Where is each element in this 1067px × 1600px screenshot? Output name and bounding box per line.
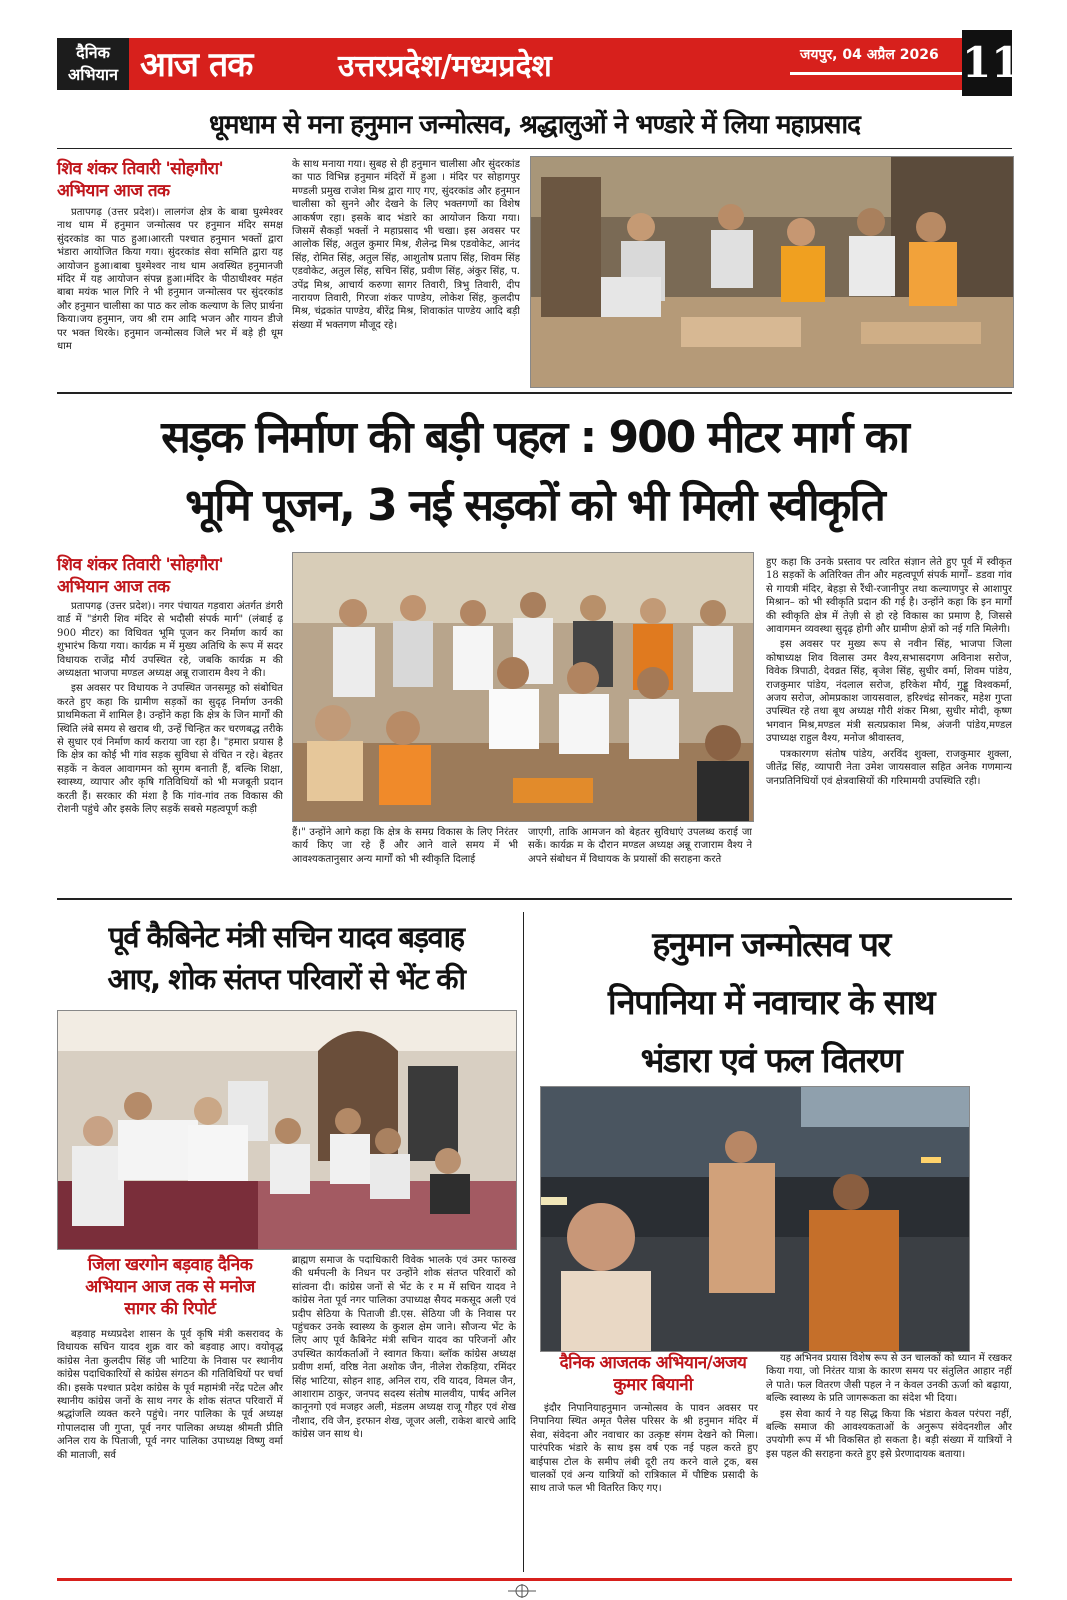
- byline-line: दैनिक आजतक अभियान/अजय: [559, 1353, 747, 1373]
- story3-column2: [292, 1254, 516, 1570]
- paragraph: हुए कहा कि उनके प्रस्ताव पर त्वरित संज्ञान लेते हुए पूर्व में स्वीकृत 18 सड़कों के अतिरिक्त तीन और महत्वपूर्ण संपर्क मार्गों– डडवा गांव से गायत्री मंदिर, बेहड़ा से रैंधी-रजानीपुर तथा कल्याणपुर से आशापुर मिश्रान– को भी स्वीकृति प्रदान की गई है। उन्होंने कहा कि इन मार्गों की स्वीकृति क्षेत्र में तेज़ी से हो रहे विकास का प्रमाण है, जिससे आवागमन व्यवस्था सुदृढ़ होगी और ग्रामीण क्षेत्रों को नई गति मिलेगी।: [766, 557, 1012, 636]
- paragraph: जाएगी, ताकि आमजन को बेहतर सुविधाएं उपलब्ध कराई जा सकें। कार्यक्र म के दौरान मण्डल अध्यक्ष अन्नू राजाराम वैश्य ने अपने संबोधन में विधायक के प्रयासों की सराहना करते: [528, 827, 752, 865]
- byline-org: अभियान आज तक: [57, 577, 170, 597]
- paragraph: ब्राह्मण समाज के पदाधिकारी विवेक भालके एवं उमर फारुख की धर्मपत्नी के निधन पर उन्होंने शोक संतप्त परिवारों को सांत्वना दी। कांग्रेस जनों से भेंट के र म में सचिन यादव ने कांग्रेस नेता पूर्व नगर पालिका उपाध्यक्ष सैयद मकसूद अली एवं प्रदीप सेठिया के पिताजी डी.एस. सेठिया जी के निवास पर पहुंचकर उनके स्वास्थ्य के कुशल क्षेम जाने। सौजन्य भेंट के लिए आए पूर्व कैबिनेट मंत्री सचिन यादव का परिजनों और उपस्थित कार्यकर्ताओं ने स्वागत किया। ब्लॉक कांग्रेस अध्यक्ष प्रवीण शर्मा, वरिष्ठ नेता अशोक जैन, नीलेश रोकड़िया, रमिंदर सिंह भाटिया, सोहन शाह, अनिल राय, रवि यादव, विमल जैन, आशाराम ठाकुर, जनपद सदस्य संतोष मालवीय, पार्षद अनिल कानूनगो एवं मजहर अली, मंडलम अध्यक्ष राजू गौहर एवं शेख नौशाद, रवि जैन, इरफान शेख, जूजर अली, राकेश बारचे आदि कांग्रेस जन साथ थे।: [292, 1255, 516, 1441]
- headline-line2: निपानिया में नवाचार के साथ: [607, 983, 935, 1023]
- photo-condolence-meeting: [58, 1011, 516, 1249]
- byline-line: सागर की रिपोर्ट: [124, 1299, 216, 1319]
- story3-column1: [57, 1328, 283, 1570]
- story4-column1: [530, 1402, 758, 1570]
- headline-line1: सड़क निर्माण की बड़ी पहल : 900 मीटर मार्ग का: [161, 412, 908, 463]
- story3-headline: [57, 916, 515, 1000]
- section-divider: [57, 392, 1012, 394]
- divider: [57, 148, 1012, 149]
- paragraph: प्रतापगढ़ (उत्तर प्रदेश)। लालगंज क्षेत्र के बाबा घुश्मेश्वर नाथ धाम में हनुमान जन्मोत्सव पर हनुमान मंदिर समक्ष सुंदरकांड का पाठ हुआ।आरती पश्चात हनुमान भक्तों द्वारा भंडारा आयोजित किया गया। सुंदरकांड सेवा समिति द्वारा यह आयोजन हुआ।बाबा घुश्मेश्वर नाथ धाम अवस्थित हनुमानजी मंदिर में यह आयोजन संपन्न हुआ।मंदिर के पीठाधीश्वर महंत बाबा मयंक भाल गिरि ने भी हनुमान जन्मोत्सव पर सुंदरकांड और हनुमान चालीसा का पाठ कर लोक कल्याण के लिए प्रार्थना किया।जय हनुमान, जय श्री राम आदि भजन और गायन डीजे पर भक्त थिरके। हनुमान जन्मोत्सव जिले भर में बड़े ही धूम धाम: [57, 207, 283, 353]
- story1-photo: [530, 156, 1014, 388]
- story1-column1: [57, 206, 283, 384]
- story1-headline: धूमधाम से मना हनुमान जन्मोत्सव, श्रद्धालुओं ने भण्डारे में लिया महाप्रसाद: [209, 110, 860, 140]
- byline-line: जिला खरगोन बड़वाह दैनिक: [87, 1255, 253, 1275]
- story2-column1: [57, 600, 283, 888]
- story2-byline: [57, 554, 287, 598]
- story2-photo: [292, 552, 754, 822]
- paragraph: यह अभिनव प्रयास विशेष रूप से उन चालकों को ध्यान में रखकर किया गया, जो निरंतर यात्रा के कारण समय पर संतुलित आहार नहीं ले पाते। फल वितरण जैसी पहल ने न केवल उनकी ऊर्जा को बढ़ाया, बल्कि स्वास्थ्य के प्रति जागरूकता का संदेश भी दिया।: [766, 1353, 1012, 1405]
- photo-devotees-singing: [531, 157, 1013, 387]
- brand-name: आज तक: [140, 45, 253, 85]
- bottom-rule: [57, 1578, 1012, 1581]
- story2-column2: [292, 826, 518, 888]
- registration-mark-icon: [508, 1584, 536, 1598]
- headline-line1: हनुमान जन्मोत्सव पर: [652, 925, 890, 965]
- story4-byline: [540, 1352, 766, 1396]
- logo-line2: अभियान: [68, 65, 118, 84]
- headline-line2: भूमि पूजन, 3 नई सड़कों को भी मिली स्वीकृति: [185, 480, 884, 531]
- column-divider: [523, 912, 524, 1572]
- paragraph: इस अवसर पर विधायक ने उपस्थित जनसमूह को संबोधित करते हुए कहा कि ग्रामीण सड़कों का सुदृढ़ निर्माण उनकी प्राथमिकता में शामिल है। उन्होंने कहा कि क्षेत्र के जिन मार्गों की स्थिति लंबे समय से खराब थी, उन्हें चिन्हित कर चरणबद्ध तरीके से सुधार एवं निर्माण कार्य कराया जा रहा है। "हमारा प्रयास है कि क्षेत्र का कोई भी गांव सड़क सुविधा से वंचित न रहे। बेहतर सड़कें न केवल आवागमन को सुगम बनाती हैं, बल्कि शिक्षा, स्वास्थ्य, व्यापार और कृषि गतिविधियों को भी मजबूती प्रदान करती हैं। सरकार की मंशा है कि गांव-गांव तक विकास की रोशनी पहुंचे और इसके लिए सड़कें सबसे महत्वपूर्ण कड़ी: [57, 683, 283, 816]
- section-divider: [57, 898, 1012, 900]
- byline-line: अभियान आज तक से मनोज: [85, 1277, 255, 1297]
- paragraph: इस सेवा कार्य ने यह सिद्ध किया कि भंडारा केवल परंपरा नहीं, बल्कि समाज की आवश्यकताओं के अनुरूप संवेदनशील और उपयोगी रूप में भी विकसित हो सकता है। बड़ी संख्या में यात्रियों ने इस पहल की सराहना करते हुए इसे प्रेरणादायक बताया।: [766, 1408, 1012, 1460]
- story4-headline: [530, 916, 1012, 1090]
- story4-column2: [766, 1352, 1012, 1570]
- headline-line1: पूर्व कैबिनेट मंत्री सचिन यादव बड़वाह: [108, 920, 464, 954]
- paragraph: के साथ मनाया गया। सुबह से ही हनुमान चालीसा और सुंदरकांड का पाठ विभिन्न हनुमान मंदिरों में हुआ । मंदिर पर सोहागपुर मण्डली प्रमुख राजेश मिश्र द्वारा गाए गए, सुंदरकांड और हनुमान चालीसा को सुनने और देखने के लिए भक्तगणों का विशेष आकर्षण रहा। इसके बाद भंडारे का आयोजन किया गया। जिसमें सैकड़ों भक्तों ने महाप्रसाद भी चखा। इस अवसर पर आलोक सिंह, अतुल कुमार मिश्र, शैलेन्द्र मिश्र एडवोकेट, आनंद सिंह, रोमित सिंह, अतुल सिंह, आशुतोष प्रताप सिंह, शिवम सिंह एडवोकेट, अतुल सिंह, सचिन सिंह, प्रवीण सिंह, अंकुर सिंह, प. उपेंद्र मिश्र, आचार्य करुणा सागर तिवारी, त्रिभु तिवारी, दीप नारायण तिवारी, गिरजा शंकर पाण्डेय, लोकेश सिंह, कुलदीप मिश्र, चंद्रकांत पाण्डेय, बीरेंद्र मिश्र, शिवाकांत पाण्डेय आदि बड़ी संख्या में भक्तगण मौजूद रहे।: [292, 159, 520, 331]
- issue-date: जयपुर, 04 अप्रैल 2026: [800, 47, 939, 63]
- headline-line3: भंडारा एवं फल वितरण: [640, 1041, 902, 1081]
- byline-org: अभियान आज तक: [57, 181, 170, 201]
- story1-column2: [292, 158, 520, 386]
- story2-column3: [528, 826, 752, 888]
- byline-name: शिव शंकर तिवारी 'सोहगौरा': [57, 555, 224, 575]
- story4-photo: [540, 1086, 970, 1352]
- photo-bhoomi-pujan: [293, 553, 753, 821]
- story1-byline: [57, 158, 287, 202]
- paragraph: इस अवसर पर मुख्य रूप से नवीन सिंह, भाजपा जिला कोषाध्यक्ष शिव विलास उमर वैश्य,सभासदगण अविनाश सरोज, विवेक त्रिपाठी, देवव्रत सिंह, बृजेश सिंह, सुधीर वर्मा, शिवम पांडेय, राजकुमार पांडेय, नंदलाल सरोज, हरिकेश मौर्य, गुड्डू विश्वकर्मा, अजय सरोज, ओमप्रकाश जायसवाल, हरिश्चंद्र सोनकर, महेश गुप्ता उपस्थित रहे तथा बूथ अध्यक्ष गौरी शंकर मिश्रा, सुधीर मोदी, कृष्ण भगवान मिश्र,मण्डल मंत्री सत्यप्रकाश मिश्र, अंजनी पांडेय,मण्डल उपाध्यक्ष राहुल वैश्य, मनोज श्रीवास्तव,: [766, 639, 1012, 745]
- headline-line2: आए, शोक संतप्त परिवारों से भेंट की: [107, 962, 465, 996]
- paragraph: हैं।" उन्होंने आगे कहा कि क्षेत्र के समग्र विकास के लिए निरंतर कार्य किए जा रहे हैं और आने वाले समय में भी आवश्यकतानुसार अन्य मार्गों को भी स्वीकृति दिलाई: [292, 827, 518, 865]
- date-underline: [790, 72, 962, 75]
- photo-fruit-distribution: [541, 1087, 969, 1351]
- story3-byline: [57, 1254, 283, 1320]
- paragraph: प्रतापगढ़ (उत्तर प्रदेश)। नगर पंचायत गड़वारा अंतर्गत डंगरी वार्ड में "डंगरी शिव मंदिर से भदौसी संपर्क मार्ग" (लंबाई ढ़ 900 मीटर) का विधिवत भूमि पूजन कर निर्माण कार्य का शुभारंभ किया गया। कार्यक्र म में मुख्य अतिथि के रूप में सदर विधायक राजेंद्र मौर्य उपस्थित रहे, जबकि कार्यक्र म की अध्यक्षता भाजपा मण्डल अध्यक्ष अन्नू राजाराम वैश्य ने की।: [57, 601, 283, 680]
- publication-logo: [57, 38, 129, 90]
- paragraph: पत्रकारगण संतोष पांडेय, अरविंद शुक्ला, राजकुमार शुक्ला, जीतेंद्र सिंह, व्यापारी नेता उमेश जायसवाल सहित अनेक गणमान्य जनप्रतिनिधियों एवं क्षेत्रवासियों की गरिमामयी उपस्थिति रही।: [766, 748, 1012, 787]
- page-number: 11: [962, 30, 1012, 96]
- byline-line: कुमार बियानी: [613, 1375, 693, 1395]
- paragraph: इंदौर निपानियाहनुमान जन्मोत्सव के पावन अवसर पर निपानिया स्थित अमृत पैलेस परिसर के श्री हनुमान मंदिर में सेवा, संवेदना और नवाचार का उत्कृष्ट संगम देखने को मिला। पारंपरिक भंडारे के साथ इस वर्ष एक नई पहल करते हुए बाईपास टोल के समीप लंबी दूरी तय करने वाले ट्रक, बस चालकों एवं अन्य यात्रियों को रात्रिकाल में पौष्टिक प्रसादी के साथ ताजे फल भी वितरित किए गए।: [530, 1403, 758, 1495]
- paragraph: बड़वाह मध्यप्रदेश शासन के पूर्व कृषि मंत्री कसरावद के विधायक सचिन यादव शुक्र वार को बड़वाह आए। वयोवृद्ध कांग्रेस नेता कुलदीप सिंह जी भाटिया के निवास पर स्थानीय कांग्रेस पदाधिकारियों से कांग्रेस संगठन की गतिविधियों पर चर्चा की। इसके पश्चात प्रदेश कांग्रेस के पूर्व महामंत्री नरेंद्र पटेल और स्थानीय कांग्रेस जनों के साथ नगर के शोक संतप्त परिवारों में श्रद्धांजलि व्यक्त करने पहुंचे। नगर पालिका के पूर्व अध्यक्ष गोपालदास जी गुप्ता, पूर्व नगर पालिका अध्यक्ष श्रीमती प्रीति अनिल राय के पिताजी, पूर्व नगर पालिका उपाध्यक्ष विष्णु वर्मा की माताजी, सर्व: [57, 1329, 283, 1461]
- section-title: उत्तरप्रदेश/मध्यप्रदेश: [338, 49, 552, 84]
- logo-line1: दैनिक: [76, 43, 110, 62]
- story3-photo: [57, 1010, 517, 1250]
- story2-headline: [57, 404, 1012, 540]
- byline-name: शिव शंकर तिवारी 'सोहगौरा': [57, 159, 224, 179]
- story2-column4: [766, 556, 1012, 888]
